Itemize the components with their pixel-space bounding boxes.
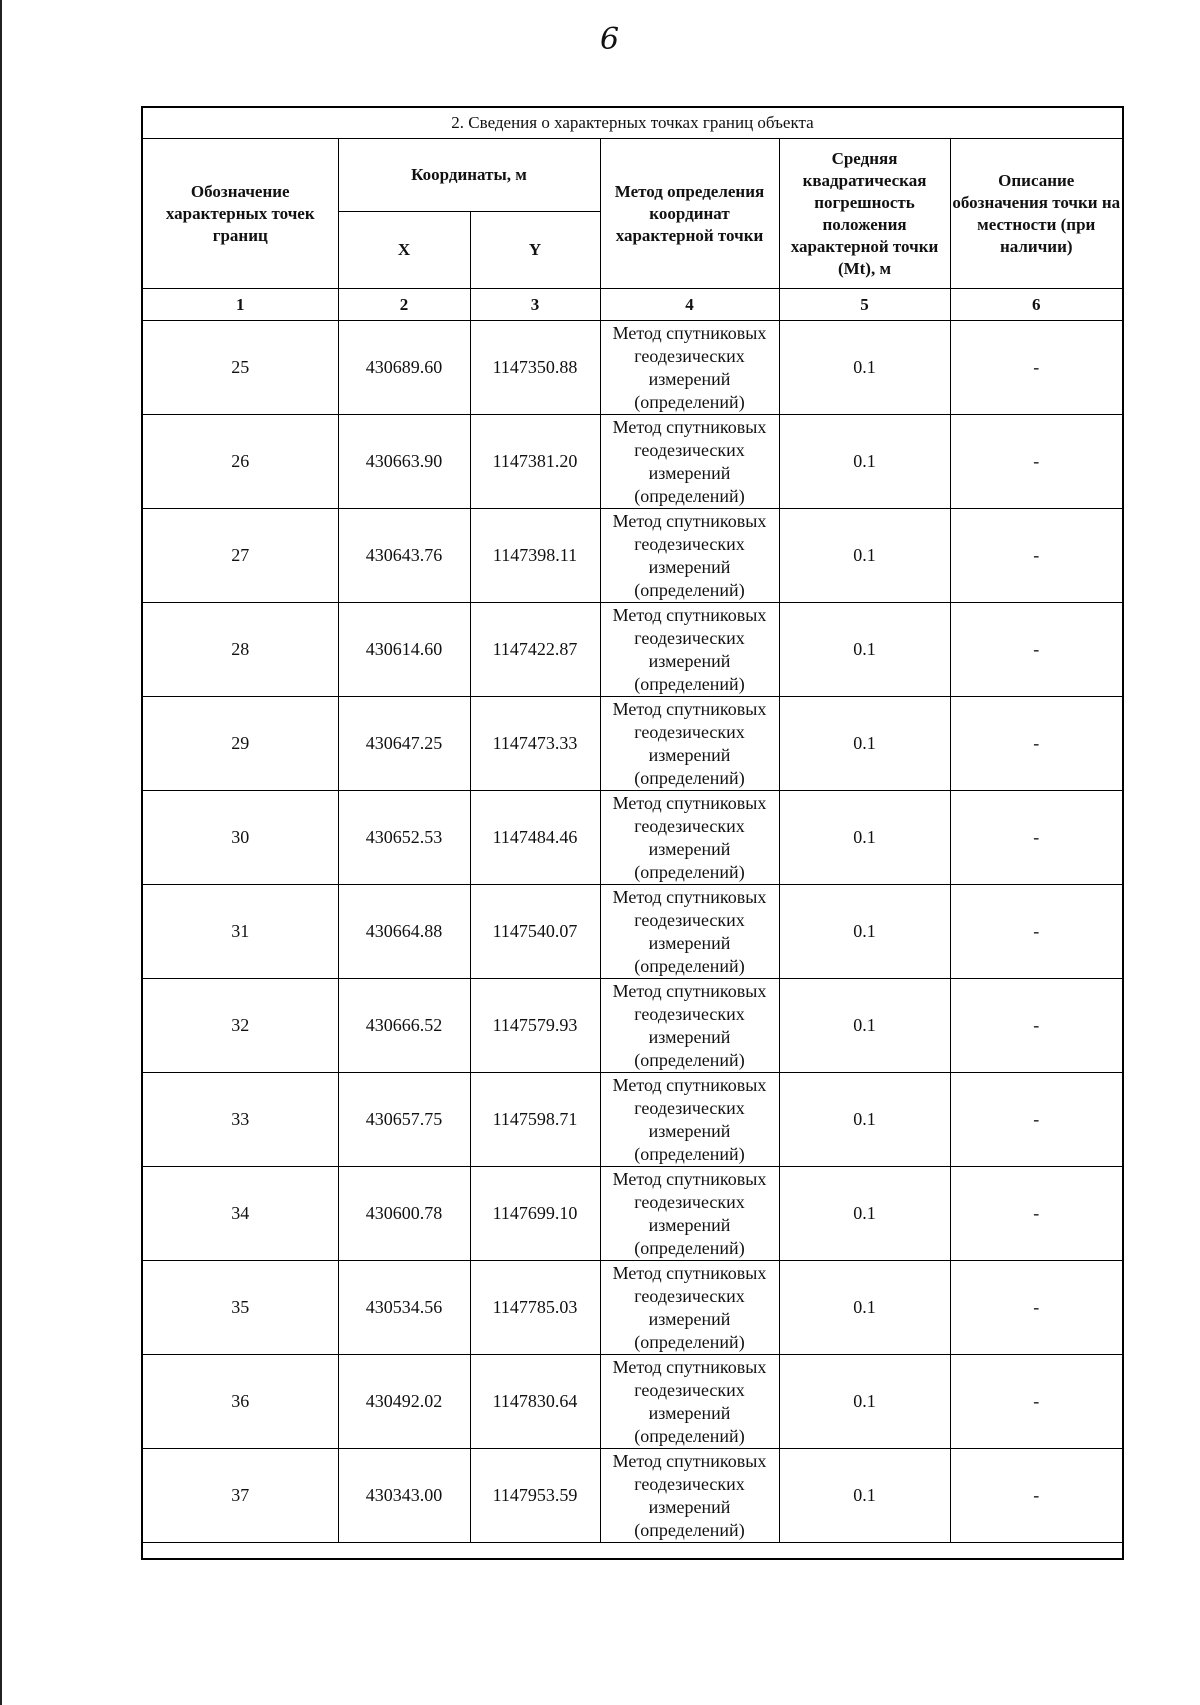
table-row [142,1261,1123,1355]
table-footer-cell [142,1543,1123,1560]
y-cell: 1147953.59 [470,1449,600,1543]
point-cell: 34 [142,1167,338,1261]
accuracy-cell: 0.1 [779,697,950,791]
description-cell: - [950,1449,1123,1543]
boundary-points-table [141,106,1124,1560]
accuracy-cell: 0.1 [779,321,950,415]
y-cell: 1147598.71 [470,1073,600,1167]
description-cell: - [950,791,1123,885]
description-cell: - [950,1167,1123,1261]
method-cell: Метод спутниковых геодезических измерений (определений) [600,321,779,415]
page-number: 6 [600,22,620,57]
description-cell: - [950,979,1123,1073]
accuracy-cell: 0.1 [779,1355,950,1449]
table-row [142,1449,1123,1543]
header-accuracy: Средняя квадратическая погрешность положения характерной точки (Mt), м [779,139,950,289]
x-cell: 430600.78 [338,1167,470,1261]
y-cell: 1147381.20 [470,415,600,509]
table-row [142,509,1123,603]
method-cell: Метод спутниковых геодезических измерений (определений) [600,979,779,1073]
y-cell: 1147398.11 [470,509,600,603]
x-cell: 430643.76 [338,509,470,603]
point-cell: 26 [142,415,338,509]
y-cell: 1147699.10 [470,1167,600,1261]
table-footer-row [142,1543,1123,1560]
y-cell: 1147422.87 [470,603,600,697]
description-cell: - [950,321,1123,415]
description-cell: - [950,1073,1123,1167]
description-cell: - [950,1261,1123,1355]
accuracy-cell: 0.1 [779,885,950,979]
y-cell: 1147579.93 [470,979,600,1073]
accuracy-cell: 0.1 [779,1261,950,1355]
table-row [142,1355,1123,1449]
column-number: 1 [142,289,338,321]
table-row [142,885,1123,979]
x-cell: 430647.25 [338,697,470,791]
header-method: Метод определения координат характерной точки [600,139,779,289]
point-cell: 35 [142,1261,338,1355]
column-number: 3 [470,289,600,321]
table-row [142,1167,1123,1261]
header-point: Обозначение характерных точек границ [142,139,338,289]
x-cell: 430652.53 [338,791,470,885]
accuracy-cell: 0.1 [779,603,950,697]
description-cell: - [950,603,1123,697]
point-cell: 37 [142,1449,338,1543]
method-cell: Метод спутниковых геодезических измерений (определений) [600,885,779,979]
method-cell: Метод спутниковых геодезических измерений (определений) [600,415,779,509]
description-cell: - [950,1355,1123,1449]
table-row [142,979,1123,1073]
y-cell: 1147484.46 [470,791,600,885]
x-cell: 430657.75 [338,1073,470,1167]
x-cell: 430664.88 [338,885,470,979]
table-row [142,603,1123,697]
method-cell: Метод спутниковых геодезических измерений (определений) [600,1355,779,1449]
header-coords: Координаты, м [338,139,600,212]
accuracy-cell: 0.1 [779,1449,950,1543]
y-cell: 1147473.33 [470,697,600,791]
method-cell: Метод спутниковых геодезических измерений (определений) [600,697,779,791]
accuracy-cell: 0.1 [779,509,950,603]
table-row [142,1073,1123,1167]
point-cell: 25 [142,321,338,415]
accuracy-cell: 0.1 [779,415,950,509]
y-cell: 1147785.03 [470,1261,600,1355]
header-description: Описание обозначения точки на местности (при наличии) [950,139,1123,289]
point-cell: 27 [142,509,338,603]
table-row [142,321,1123,415]
x-cell: 430492.02 [338,1355,470,1449]
accuracy-cell: 0.1 [779,979,950,1073]
method-cell: Метод спутниковых геодезических измерений (определений) [600,1073,779,1167]
x-cell: 430666.52 [338,979,470,1073]
column-number-row [142,289,1123,321]
accuracy-cell: 0.1 [779,1167,950,1261]
column-number: 4 [600,289,779,321]
column-number: 6 [950,289,1123,321]
point-cell: 36 [142,1355,338,1449]
method-cell: Метод спутниковых геодезических измерений (определений) [600,1167,779,1261]
header-row-1 [142,139,1123,212]
y-cell: 1147830.64 [470,1355,600,1449]
x-cell: 430534.56 [338,1261,470,1355]
point-cell: 30 [142,791,338,885]
header-x: X [338,212,470,289]
table-row [142,697,1123,791]
method-cell: Метод спутниковых геодезических измерений (определений) [600,1449,779,1543]
x-cell: 430663.90 [338,415,470,509]
table-caption: 2. Сведения о характерных точках границ объекта [142,107,1123,139]
header-y: Y [470,212,600,289]
point-cell: 28 [142,603,338,697]
point-cell: 33 [142,1073,338,1167]
point-cell: 32 [142,979,338,1073]
method-cell: Метод спутниковых геодезических измерений (определений) [600,603,779,697]
x-cell: 430343.00 [338,1449,470,1543]
x-cell: 430614.60 [338,603,470,697]
column-number: 2 [338,289,470,321]
description-cell: - [950,885,1123,979]
description-cell: - [950,697,1123,791]
method-cell: Метод спутниковых геодезических измерений (определений) [600,791,779,885]
table-caption-row [142,107,1123,139]
y-cell: 1147350.88 [470,321,600,415]
accuracy-cell: 0.1 [779,791,950,885]
x-cell: 430689.60 [338,321,470,415]
table-row [142,791,1123,885]
description-cell: - [950,415,1123,509]
accuracy-cell: 0.1 [779,1073,950,1167]
method-cell: Метод спутниковых геодезических измерений (определений) [600,1261,779,1355]
point-cell: 31 [142,885,338,979]
table-row [142,415,1123,509]
point-cell: 29 [142,697,338,791]
method-cell: Метод спутниковых геодезических измерений (определений) [600,509,779,603]
y-cell: 1147540.07 [470,885,600,979]
scan-edge [0,0,2,1705]
description-cell: - [950,509,1123,603]
column-number: 5 [779,289,950,321]
